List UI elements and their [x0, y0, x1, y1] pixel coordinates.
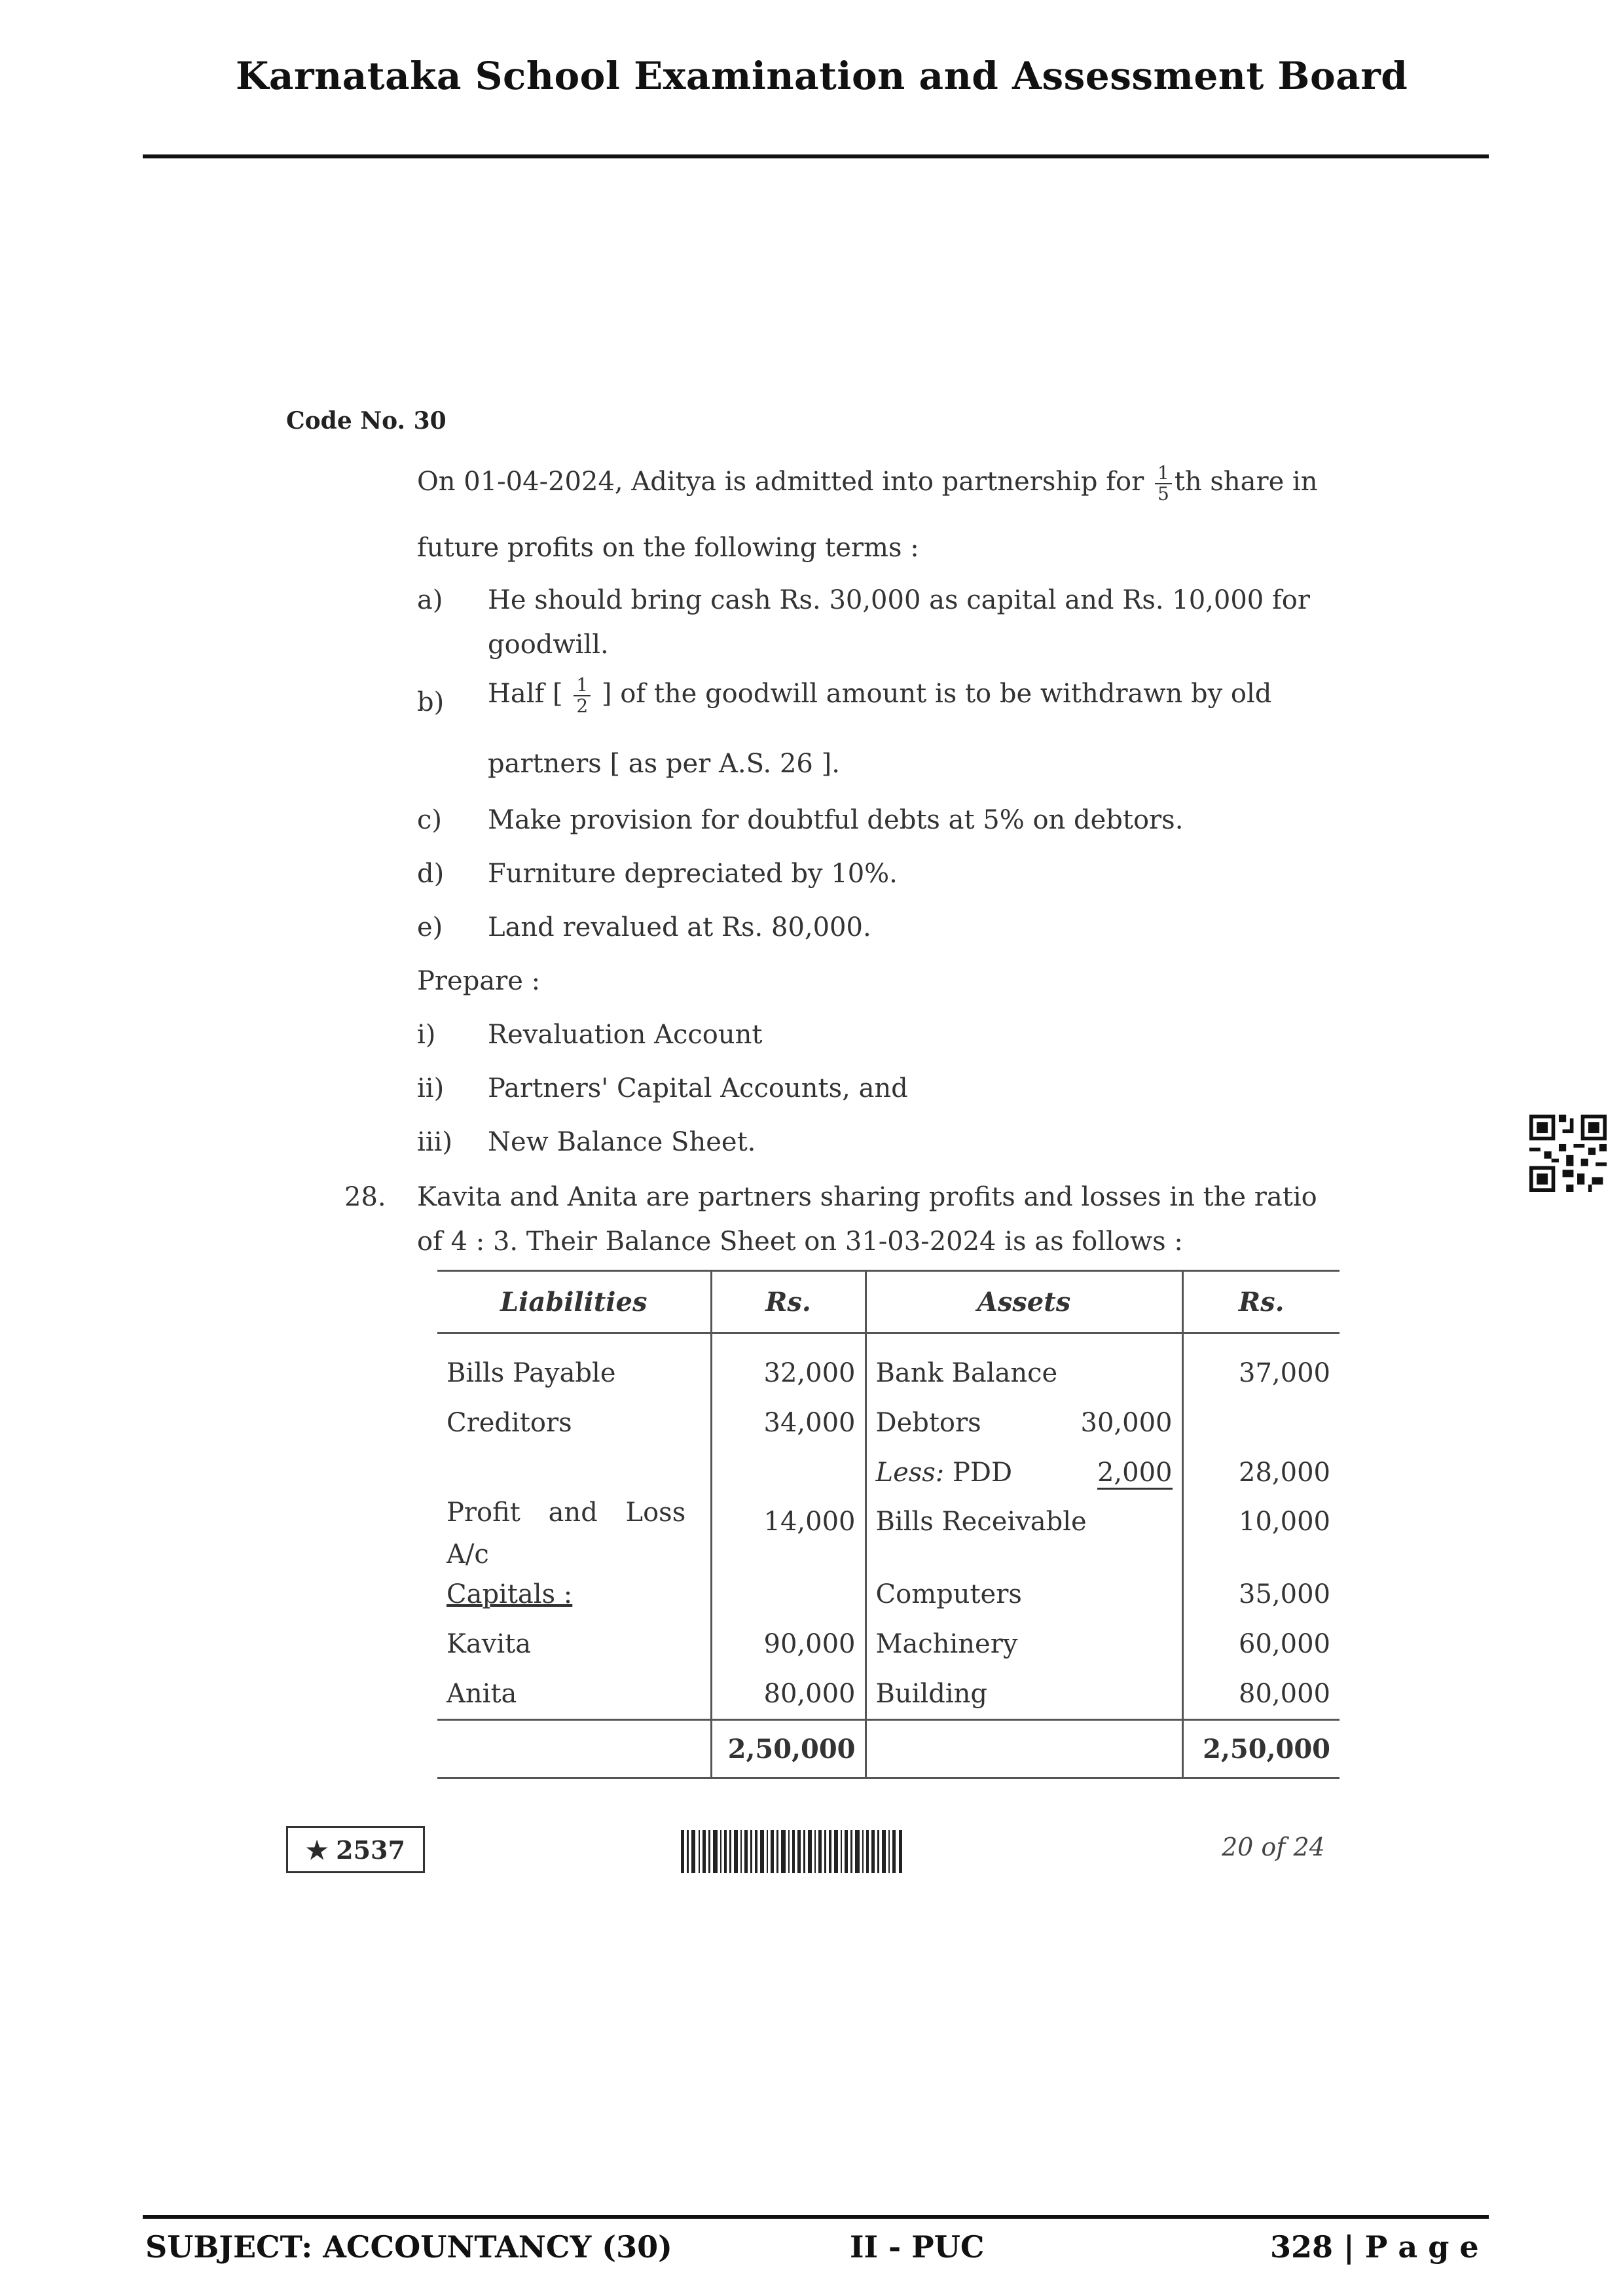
liability-kavita: Kavita	[447, 1629, 532, 1659]
intro-text-b: th share in	[1174, 467, 1318, 497]
term-e-label: e)	[417, 912, 443, 942]
header-liabilities-amount: Rs.	[711, 1271, 866, 1333]
asset-computers: Computers	[866, 1570, 1182, 1619]
asset-amount: 60,000	[1182, 1619, 1340, 1669]
intro-line-2: future profits on the following terms :	[417, 533, 919, 563]
asset-amount: 35,000	[1182, 1570, 1340, 1619]
fraction-one-half	[574, 675, 591, 716]
pl-line-2: A/c	[447, 1539, 489, 1570]
header-liabilities: Liabilities	[437, 1271, 711, 1333]
liability-amount: 14,000	[711, 1498, 866, 1570]
barcode-image	[681, 1830, 903, 1873]
asset-amount	[1182, 1398, 1340, 1448]
prepare-i-text: Revaluation Account	[488, 1020, 763, 1050]
asset-less-pdd	[866, 1448, 1182, 1498]
total-liabilities: 2,50,000	[711, 1720, 866, 1778]
table-row	[437, 1398, 1340, 1448]
empty-cell	[711, 1570, 866, 1619]
table-row	[437, 1619, 1340, 1669]
term-b-label: b)	[417, 687, 445, 717]
table-row	[437, 1333, 1340, 1399]
prepare-heading: Prepare :	[417, 966, 541, 996]
debtors-row	[876, 1408, 1173, 1438]
term-b-line-2: partners [ as per A.S. 26 ].	[488, 749, 840, 779]
pdd-row	[876, 1458, 1173, 1488]
debtors-label: Debtors	[875, 1408, 981, 1438]
debtors-gross-amount: 30,000	[1080, 1408, 1173, 1438]
table-total-row	[437, 1720, 1340, 1778]
empty-cell	[437, 1448, 711, 1498]
total-assets: 2,50,000	[1182, 1720, 1340, 1778]
term-a-line-1: He should bring cash Rs. 30,000 as capital and Rs. 10,000 for	[488, 585, 1310, 615]
fraction-denominator: 2	[576, 695, 589, 717]
liability-amount: 90,000	[711, 1619, 866, 1669]
liability-creditors: Creditors	[447, 1408, 572, 1438]
footer-divider	[143, 2215, 1489, 2219]
asset-amount: 10,000	[1182, 1498, 1340, 1570]
term-c-text: Make provision for doubtful debts at 5% on debtors.	[488, 805, 1184, 835]
liability-bills-payable: Bills Payable	[447, 1358, 616, 1388]
asset-machinery: Machinery	[866, 1619, 1182, 1669]
question-line-1: Kavita and Anita are partners sharing profits and losses in the ratio	[417, 1182, 1317, 1212]
liability-amount: 34,000	[711, 1398, 866, 1448]
prepare-ii-text: Partners' Capital Accounts, and	[488, 1073, 908, 1103]
pdd-text: PDD	[952, 1458, 1013, 1488]
pdd-amount-wrap	[1068, 1458, 1173, 1488]
question-line-2: of 4 : 3. Their Balance Sheet on 31-03-2024 is as follows :	[417, 1227, 1183, 1257]
prepare-iii-label: iii)	[417, 1127, 452, 1157]
table-row	[437, 1669, 1340, 1720]
pl-line-1	[447, 1498, 701, 1528]
term-d-text: Furniture depreciated by 10%.	[488, 859, 898, 889]
header-assets-amount: Rs.	[1182, 1271, 1340, 1333]
liability-capitals-heading	[437, 1570, 711, 1619]
term-e-text: Land revalued at Rs. 80,000.	[488, 912, 871, 942]
capitals-label: Capitals :	[447, 1579, 573, 1609]
star-icon: ★	[306, 1835, 329, 1865]
footer-level: II - PUC	[850, 2229, 985, 2265]
balance-sheet-table	[437, 1270, 1340, 1779]
header-divider	[143, 154, 1489, 158]
fraction-numerator: 1	[574, 675, 591, 696]
pdd-amount: 2,000	[1097, 1458, 1173, 1490]
prepare-ii-label: ii)	[417, 1073, 445, 1103]
asset-building: Building	[866, 1669, 1182, 1720]
asset-bills-receivable: Bills Receivable	[866, 1498, 1182, 1570]
header-assets: Assets	[866, 1271, 1182, 1333]
asset-amount: 37,000	[1182, 1333, 1340, 1399]
term-d-label: d)	[417, 859, 445, 889]
asset-debtors	[866, 1398, 1182, 1448]
liability-amount: 32,000	[711, 1333, 866, 1399]
asset-amount: 28,000	[1182, 1448, 1340, 1498]
paper-code: 2537	[336, 1835, 405, 1865]
table-row	[437, 1498, 1340, 1570]
term-c-label: c)	[417, 805, 443, 835]
term-b-text-b: ] of the goodwill amount is to be withdrawn by old	[601, 679, 1272, 709]
intro-text-a: On 01-04-2024, Aditya is admitted into partnership for	[417, 467, 1144, 497]
liability-amount: 80,000	[711, 1669, 866, 1720]
asset-amount: 80,000	[1182, 1669, 1340, 1720]
term-a-label: a)	[417, 585, 443, 615]
code-number: Code No. 30	[286, 407, 447, 435]
term-a-line-2: goodwill.	[488, 630, 609, 660]
intro-line-1	[417, 463, 1318, 504]
question-number: 28.	[344, 1182, 386, 1212]
term-b-line-1	[488, 675, 1271, 716]
footer-subject: SUBJECT: ACCOUNTANCY (30)	[145, 2229, 672, 2265]
less-prefix: Less:	[875, 1458, 945, 1488]
table-row	[437, 1570, 1340, 1619]
fraction-numerator: 1	[1155, 463, 1172, 484]
fraction-one-fifth	[1155, 463, 1172, 504]
asset-bank-balance: Bank Balance	[866, 1333, 1182, 1399]
pdd-label	[876, 1458, 1013, 1488]
liability-profit-loss	[437, 1498, 711, 1570]
board-title: Karnataka School Examination and Assessment Board	[236, 54, 1408, 98]
qr-code-image	[1529, 1115, 1607, 1192]
table-header-row	[437, 1271, 1340, 1333]
empty-cell	[866, 1720, 1182, 1778]
footer-page-number: 328 | P a g e	[1270, 2229, 1479, 2265]
liability-anita: Anita	[447, 1679, 517, 1709]
paper-code-box	[286, 1826, 425, 1873]
prepare-iii-text: New Balance Sheet.	[488, 1127, 756, 1157]
term-b-text-a: Half [	[488, 679, 563, 709]
fraction-denominator: 5	[1157, 483, 1169, 505]
prepare-i-label: i)	[417, 1020, 436, 1050]
page-of-indicator: 20 of 24	[1222, 1833, 1325, 1861]
empty-cell	[711, 1448, 866, 1498]
table-row	[437, 1448, 1340, 1498]
empty-cell	[437, 1720, 711, 1778]
pl-text: Profit and Loss	[447, 1498, 686, 1528]
